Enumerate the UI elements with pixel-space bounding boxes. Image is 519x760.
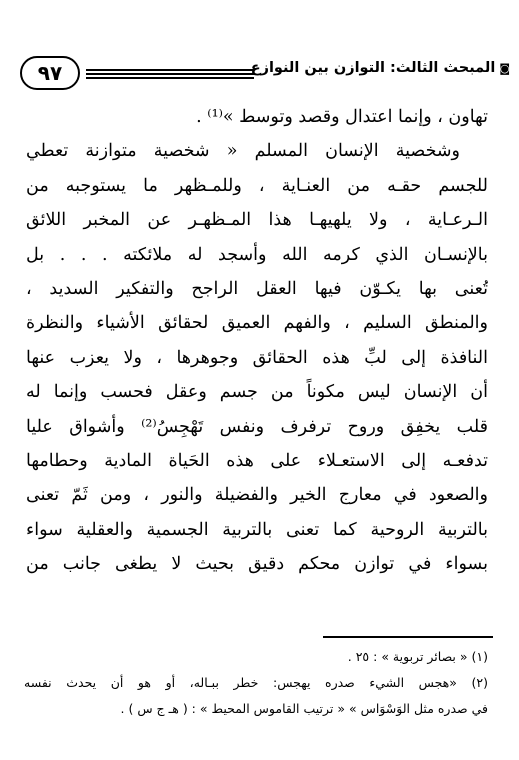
text-line: بالتربية الروحية كما تعنى بالتربية الجسمية والعقلية سواء [26, 519, 488, 540]
text-line: بسواء في توازن محكم دقيق بحيث لا يطغى جانب من [26, 554, 488, 575]
text-line: قلب يخفِق وروح ترفرف ونفس تَهْجِسُ⁽²⁾ وأشواق عليا [26, 416, 488, 437]
page-number: ٩٧ [20, 56, 80, 90]
footnotes [24, 644, 488, 722]
header-rule-line [86, 69, 254, 71]
text-line: بالإنسـان الذي كرمه الله وأسجد له ملائكته . . . بل [26, 244, 488, 265]
header-rule-line [86, 77, 254, 79]
title-marker-icon: ◙ [499, 61, 510, 75]
text-line: للجسم حقـه من العنـاية ، وللمـظهر ما يستوجبه من [26, 175, 488, 196]
text-line: والصعود في معارج الخير والفضيلة والنور ، ومن ثَمّ تعنى [26, 485, 488, 506]
footnote-divider [323, 636, 493, 638]
text-line: الـرعـاية ، ولا يلهيهـا هذا المـظهـر عن المخبر اللائق [26, 210, 488, 231]
footnote-1: (١) « بصائر تربوية » : ٢٥ . [347, 649, 488, 664]
main-text [26, 100, 488, 581]
header-rule [86, 69, 254, 79]
text-line: أن الإنسان ليس مكوناً من جسم وعقل فحسب وإنما له [26, 382, 488, 403]
text-line: النافذة إلى لبِّ هذه الحقائق وجوهرها ، ولا يعزب عنها [26, 347, 488, 368]
header-rule-line [86, 73, 254, 75]
footnote-2: (٢) «هجس الشيء صدره يهجس: خطر ببـاله، أو هو أن يحدث نفسه [24, 675, 488, 690]
text-line: وشخصية الإنسان المسلم « شخصية متوازنة تعطي [26, 141, 460, 162]
page-header [14, 56, 510, 92]
text-line: تدفعـه إلى الاستعـلاء على هذه الحَياة المادية وحطامها [26, 450, 488, 471]
footnote-2-continued: في صدره مثل الوَسْوَاس » « ترتيب القاموس المحيط » : ( هـ ج س ) . [120, 701, 488, 716]
chapter-title [251, 60, 510, 76]
chapter-title-text: المبحث الثالث: التوازن بين النوازع [250, 60, 496, 76]
text-line: تُعنى بها يكـوّن فيها العقل الراجح والتفكير السديد ، [26, 278, 488, 299]
text-line: والمنطق السليم ، والفهم العميق لحقائق الأشياء والنظرة [26, 313, 488, 334]
text-line: تهاون ، وإنما اعتدال وقصد وتوسط »⁽¹⁾ . [196, 107, 488, 127]
